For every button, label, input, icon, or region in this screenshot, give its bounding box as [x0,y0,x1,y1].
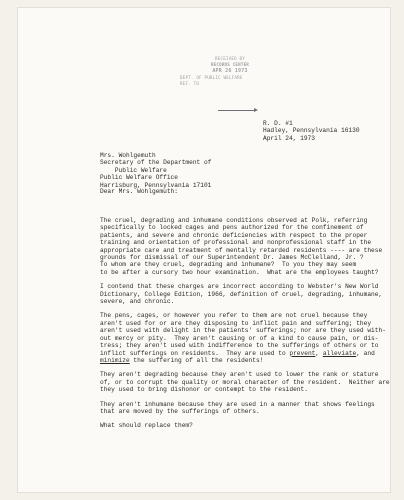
stamp-line-received-by: RECEIVED BY [215,56,245,61]
underlined-word-prevent: prevent [289,349,316,357]
salutation: Dear Mrs. Wohlgemuth: [100,188,178,195]
stamp-arrow-icon [218,110,256,111]
text-line: Dictionary, College Edition, 1966, definition of cruel, degrading, inhumane, [100,290,383,298]
underlined-word-minimize: minimize [100,356,130,364]
text-line: specifically to locked cages and pens authorized for the confinement of [100,224,364,232]
text-segment: inflict sufferings on residents. They are used to [100,349,290,357]
paragraph-3 [100,312,390,364]
paragraph-1 [100,217,390,276]
recipient-title: Secretary of the Department of [100,159,212,167]
stamp-line-records-center: RECORDS CENTER [210,62,250,68]
text-line: of, or to corrupt the quality or moral character of the resident. Neither are [100,378,390,386]
text-line: tress; they aren't used with indifference to the sufferings of others or to [100,342,379,350]
text-line: patients, and severe and chronic deficiencies with respect to the proper [100,231,368,239]
recipient-name: Mrs. Wohlgemuth [100,152,156,159]
text-line: They aren't degrading because they aren't used to lower the rank or stature [100,371,379,379]
received-stamp [180,56,280,87]
text-line: To whom are they cruel, degrading and inhumane? To you they may seem [100,261,357,269]
text-line: aren't used with delight in the patients' sufferings; nor are they used with- [100,327,386,335]
text-segment: , and [356,349,375,357]
letter-page [18,8,390,492]
letter-body [100,217,390,437]
text-line: to be after a cursory two hour examination. What are the employees taught? [100,268,379,276]
text-line: aren't used for or are they disposing to inflict pain and suffering; they [100,319,372,327]
letter-date: April 24, 1973 [263,134,315,142]
paragraph-5 [100,401,390,416]
paragraph-4 [100,371,390,393]
stamp-line-department: DEPT. OF PUBLIC WELFARE [180,74,243,80]
return-address [263,120,360,142]
return-address-route: R. D. #1 [263,120,293,127]
recipient-city: Harrisburg, Pennsylvania 17101 [100,181,212,189]
paragraph-6: What should replace them? [100,422,193,430]
text-line: grounds for dismissal of our Superintendent Dr. James McClelland, Jr. ? [100,254,364,262]
text-line: I contend that these charges are incorrect according to Webster's New World [100,283,379,291]
text-line: The cruel, degrading and inhumane conditions observed at Polk, referring [100,217,368,224]
text-line: severe, and chronic. [100,298,175,306]
text-line-with-emphasis [100,357,390,364]
text-line: that are moved by the sufferings of others. [100,407,260,415]
text-segment: , [315,349,323,357]
stamp-line-ref: REF. TO [180,80,200,86]
inside-address [100,152,211,189]
text-line: out mercy or pity. They aren't causing or of a kind to cause pain, or dis- [100,334,379,342]
text-line: training and orientation of professional and nonprofessional staff in the [100,239,372,247]
stamp-line-date: APR 26 1973 [212,68,248,75]
text-line-with-emphasis [100,350,390,357]
text-line: The pens, cages, or however you refer to them are not cruel because they [100,312,368,320]
text-segment: the suffering of all the residents! [129,356,264,364]
text-line: they used to bring dishonor or contempt to the resident. [100,386,308,394]
recipient-office: Public Welfare Office [100,174,178,182]
return-address-city: Hadley, Pennsylvania 16130 [263,127,360,135]
text-line: appropriate care and treatment of mentally retarded residents ---- are these [100,246,383,254]
paragraph-2 [100,283,390,305]
recipient-title-cont: Public Welfare [100,166,167,174]
text-line: They aren't inhumane because they are used in a manner that shows feelings [100,400,375,408]
underlined-word-alleviate: alleviate [322,349,357,357]
